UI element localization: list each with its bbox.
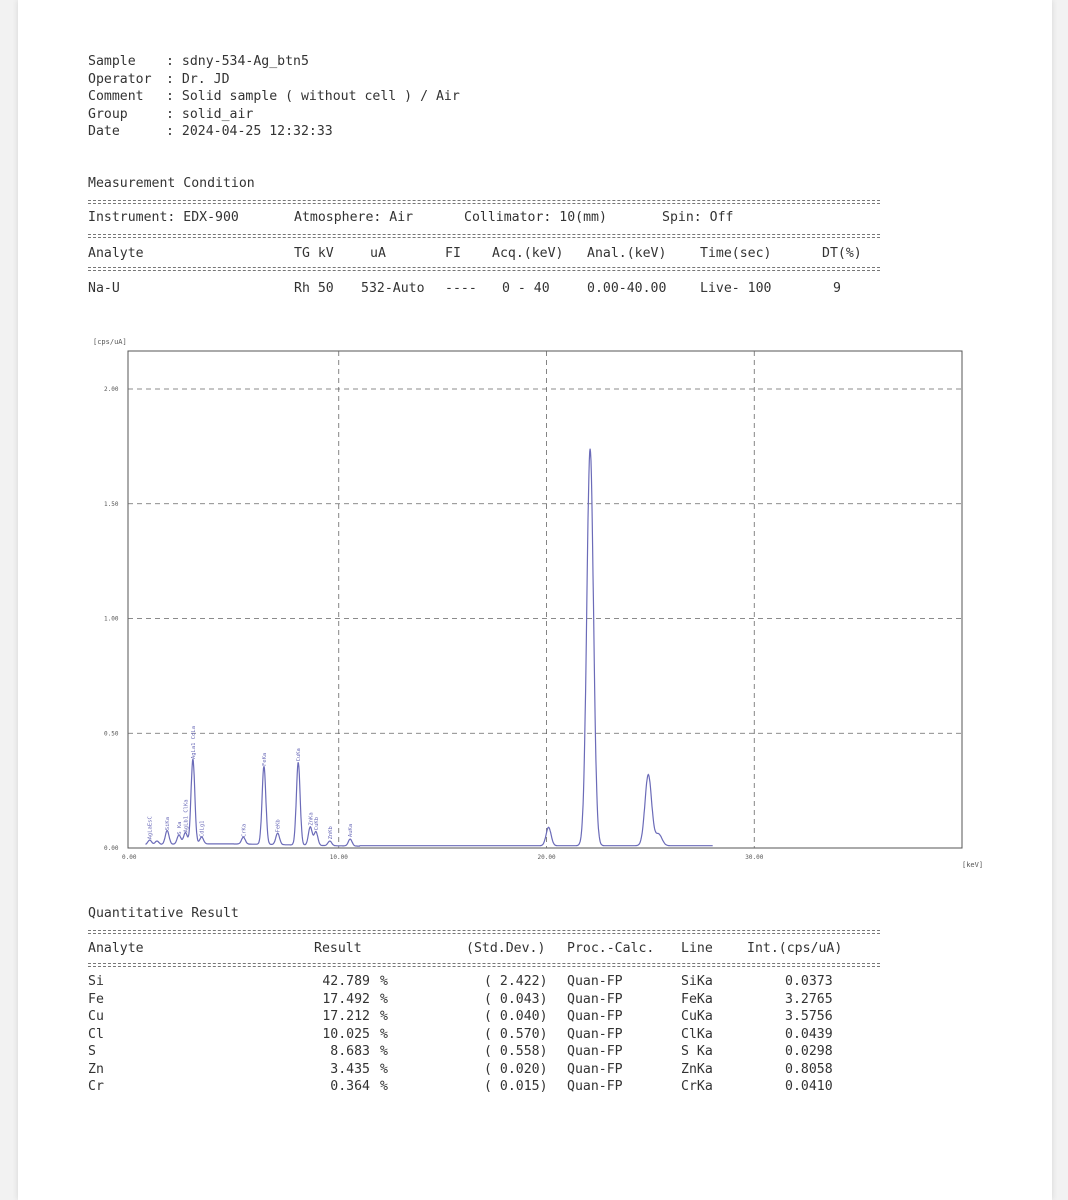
table-cell-int: 0.0439	[785, 1026, 833, 1042]
table-cell-unit: %	[380, 1009, 388, 1024]
column-header: FI	[445, 246, 461, 261]
collimator-label: Collimator: 10(mm)	[464, 210, 607, 225]
column-header: (Std.Dev.)	[466, 941, 546, 956]
header-label: Sample	[88, 54, 136, 69]
table-cell-stddev: ( 0.570)	[484, 1026, 548, 1042]
table-cell: Live- 100	[700, 281, 772, 296]
x-tick-label: 10.00	[329, 854, 348, 861]
table-cell-analyte: Cr	[88, 1079, 104, 1094]
table-cell-result: 0.364	[330, 1079, 370, 1094]
table-cell-result: 17.212	[322, 1009, 370, 1024]
table-cell-analyte: Cu	[88, 1009, 104, 1024]
atmosphere-label: Atmosphere: Air	[294, 210, 414, 225]
table-cell-int: 3.5756	[785, 1009, 833, 1024]
table-cell-analyte: Cl	[88, 1026, 104, 1042]
column-header: Result	[314, 941, 362, 956]
x-tick-label: 0.00	[122, 854, 137, 861]
peak-label: AuKa	[348, 823, 355, 838]
column-header: Analyte	[88, 941, 144, 956]
divider	[88, 933, 880, 934]
peak-label: ZnKb	[327, 826, 334, 840]
table-cell: 0 - 40	[502, 281, 550, 296]
table-cell-result: 8.683	[330, 1044, 370, 1059]
table-cell-line: S Ka	[681, 1044, 713, 1059]
column-header: Analyte	[88, 246, 144, 261]
table-cell-unit: %	[380, 1079, 388, 1094]
table-cell-proc: Quan-FP	[567, 1061, 623, 1077]
table-cell: Rh 50	[294, 281, 334, 296]
x-tick-label: 30.00	[745, 854, 764, 861]
header-value: : sdny-534-Ag_btn5	[166, 54, 309, 69]
table-cell: 0.00-40.00	[587, 281, 667, 296]
table-row	[18, 974, 1052, 992]
table-row	[18, 1079, 1052, 1097]
spectrum-trace	[146, 449, 713, 846]
table-cell: 9	[833, 281, 841, 296]
peak-label: CdLg1	[199, 820, 206, 838]
table-cell-analyte: Si	[88, 974, 104, 989]
table-cell: 532-Auto	[361, 281, 425, 296]
peak-label: CuKa	[296, 748, 303, 762]
table-cell-line: FeKa	[681, 991, 713, 1007]
table-cell-analyte: Zn	[88, 1061, 104, 1077]
table-cell-stddev: ( 0.040)	[484, 1009, 548, 1024]
column-header: Int.(cps/uA)	[747, 941, 843, 956]
report-page	[18, 0, 1052, 1200]
peak-label: SiKa	[165, 816, 172, 831]
table-cell-line: ZnKa	[681, 1061, 713, 1077]
instrument-label: Instrument: EDX-900	[88, 210, 239, 225]
table-cell-proc: Quan-FP	[567, 1079, 623, 1094]
table-cell-analyte: Fe	[88, 991, 104, 1007]
peak-label: ZnKa	[308, 812, 315, 826]
x-axis-label: [keV]	[962, 861, 984, 869]
table-cell-int: 0.0410	[785, 1079, 833, 1094]
peak-label: S Ka	[177, 821, 183, 835]
table-cell-line: SiKa	[681, 974, 713, 989]
table-cell-stddev: ( 0.020)	[484, 1061, 548, 1077]
table-cell-line: CuKa	[681, 1009, 713, 1024]
table-row	[18, 1044, 1052, 1062]
peak-label: CrKa	[241, 823, 248, 838]
column-header: uA	[370, 246, 386, 261]
table-cell-unit: %	[380, 1026, 388, 1042]
section-title: Measurement Condition	[88, 176, 255, 191]
table-row	[18, 1009, 1052, 1027]
peak-label: FeKa	[262, 752, 268, 766]
table-cell-line: CrKa	[681, 1079, 713, 1094]
y-tick-label: 2.00	[104, 386, 119, 393]
x-tick-label: 20.00	[537, 854, 556, 861]
divider	[88, 930, 880, 931]
table-cell-proc: Quan-FP	[567, 991, 623, 1007]
xrf-spectrum-chart	[18, 0, 1052, 880]
peak-label: AgLa1 CdLa	[190, 725, 197, 760]
table-cell-unit: %	[380, 1061, 388, 1077]
peak-label: AgLaEsC	[147, 816, 154, 840]
header-label: Comment	[88, 89, 144, 104]
y-tick-label: 0.00	[104, 845, 119, 852]
tick-labels	[104, 386, 764, 861]
table-cell-int: 3.2765	[785, 991, 833, 1007]
peak-label: CuKb	[313, 816, 320, 831]
y-axis-label: [cps/uA]	[93, 338, 127, 346]
table-cell-unit: %	[380, 991, 388, 1007]
column-header: DT(%)	[822, 246, 862, 261]
header-value: : solid_air	[166, 106, 254, 122]
header-label: Operator	[88, 71, 152, 87]
table-cell-unit: %	[380, 1044, 388, 1059]
table-cell-proc: Quan-FP	[567, 1026, 623, 1042]
table-cell-proc: Quan-FP	[567, 1044, 623, 1059]
column-header: Acq.(keV)	[492, 246, 564, 261]
divider	[88, 963, 880, 964]
table-cell-int: 0.0373	[785, 974, 833, 989]
column-header: TG kV	[294, 246, 334, 261]
table-cell-int: 0.8058	[785, 1061, 833, 1077]
y-tick-label: 0.50	[104, 730, 119, 738]
divider	[88, 966, 880, 967]
column-header: Proc.-Calc.	[567, 941, 655, 956]
table-cell-proc: Quan-FP	[567, 1009, 623, 1024]
table-cell-stddev: ( 2.422)	[484, 974, 548, 989]
header-value: : Dr. JD	[166, 71, 230, 87]
peak-annotations	[148, 726, 355, 839]
table-cell-stddev: ( 0.558)	[484, 1044, 548, 1059]
section-title: Quantitative Result	[88, 906, 239, 921]
table-cell-unit: %	[380, 974, 388, 989]
header-value: : Solid sample ( without cell ) / Air	[166, 89, 460, 104]
table-cell: ----	[445, 281, 477, 296]
column-header: Time(sec)	[700, 246, 772, 261]
column-header: Anal.(keV)	[587, 246, 667, 261]
table-cell-stddev: ( 0.043)	[484, 991, 548, 1007]
table-cell-analyte: S	[88, 1044, 96, 1059]
table-cell-stddev: ( 0.015)	[484, 1079, 548, 1094]
table-cell-result: 17.492	[322, 991, 370, 1007]
grid	[128, 351, 962, 848]
column-header: Line	[681, 941, 713, 956]
y-tick-label: 1.00	[104, 615, 119, 623]
table-cell-result: 42.789	[322, 974, 370, 989]
peak-label: AgLb1 ClKa	[183, 799, 190, 833]
table-cell-line: ClKa	[681, 1026, 713, 1042]
table-row	[18, 1027, 1052, 1045]
table-cell-result: 10.025	[322, 1026, 370, 1042]
plot-frame	[128, 351, 962, 848]
header-label: Date	[88, 124, 120, 139]
table-cell: Na-U	[88, 281, 120, 296]
header-label: Group	[88, 106, 128, 122]
table-row	[18, 992, 1052, 1010]
table-cell-result: 3.435	[330, 1061, 370, 1077]
table-row	[18, 1062, 1052, 1080]
spin-label: Spin: Off	[662, 210, 734, 225]
peak-label: FeKb	[275, 819, 282, 833]
table-cell-int: 0.0298	[785, 1044, 833, 1059]
header-value: : 2024-04-25 12:32:33	[166, 124, 333, 139]
table-cell-proc: Quan-FP	[567, 974, 623, 989]
y-tick-label: 1.50	[104, 500, 119, 508]
